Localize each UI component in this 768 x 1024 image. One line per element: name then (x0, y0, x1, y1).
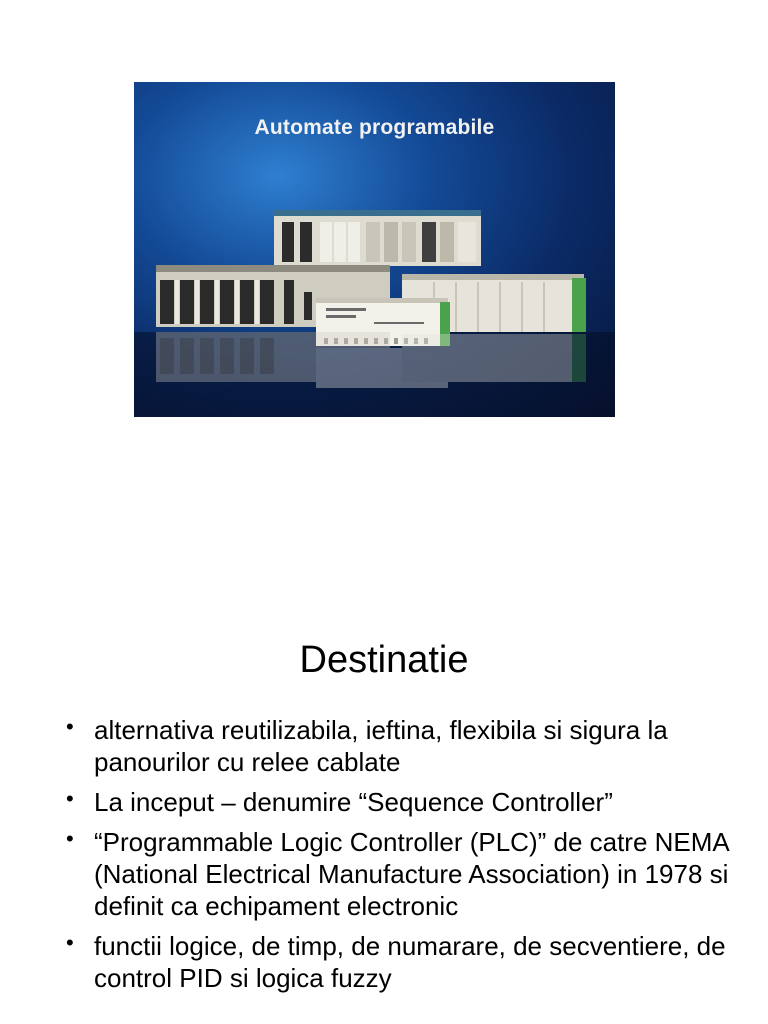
bullet-icon: • (66, 930, 74, 955)
bullet-icon: • (66, 826, 74, 851)
list-item (66, 786, 746, 818)
list-item (66, 826, 746, 922)
photo-caption: Automate programabile (254, 116, 495, 139)
bullet-list (66, 714, 746, 1002)
bullet-icon: • (66, 714, 74, 739)
bullet-text: alternativa reutilizabila, ieftina, flexibila si sigura la panourilor cu relee cablate (94, 715, 668, 777)
bullet-text: La inceput – denumire “Sequence Controller” (94, 787, 613, 817)
list-item (66, 930, 746, 994)
bullet-icon: • (66, 786, 74, 811)
section-title: Destinatie (299, 639, 469, 681)
bullet-text: functii logice, de timp, de numarare, de secventiere, de control PID si logica fuzzy (94, 931, 726, 993)
plc-photo (134, 82, 615, 417)
bullet-text: “Programmable Logic Controller (PLC)” de catre NEMA (National Electrical Manufacture Association) in 1978 si definit ca echipament electronic (94, 827, 729, 921)
list-item (66, 714, 746, 778)
